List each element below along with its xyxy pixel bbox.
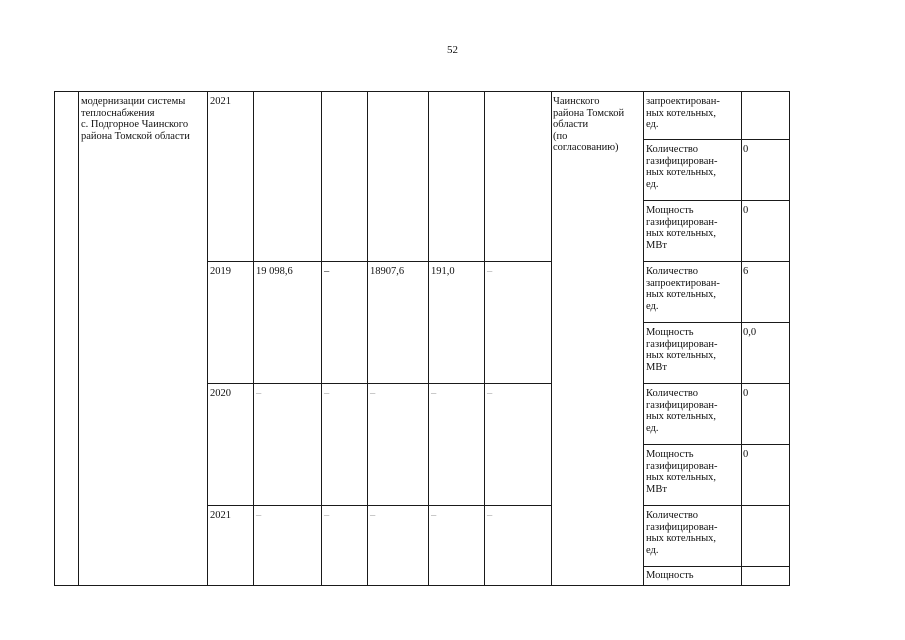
amount-other: – <box>487 388 493 399</box>
amount-other: – <box>487 510 493 521</box>
col-border <box>789 91 790 586</box>
year-cell: 2021 <box>210 96 231 107</box>
year-cell: 2020 <box>210 388 231 399</box>
indicator-separator <box>643 261 790 262</box>
table-top-border <box>54 91 790 92</box>
indicator-label: Количество запроектирован- ных котельных, ед. <box>646 266 720 312</box>
indicator-value: 0 <box>743 144 749 155</box>
col-border <box>367 91 368 586</box>
amount-local: – <box>431 510 437 521</box>
indicator-label: Количество газифицирован- ных котельных, ед. <box>646 510 718 556</box>
indicator-value: 0 <box>743 449 749 460</box>
indicator-label: Мощность газифицирован- ных котельных, МВт <box>646 449 718 495</box>
amount-total: 19 098,6 <box>256 266 293 277</box>
indicator-separator <box>643 383 790 384</box>
indicator-label: Мощность газифицирован- ных котельных, МВт <box>646 327 718 373</box>
indicator-separator <box>643 566 790 567</box>
project-name: модернизации системы теплоснабжения с. Подгорное Чаинского района Томской области <box>81 96 190 142</box>
amount-regional: – <box>370 510 376 521</box>
amount-federal: – <box>324 510 330 521</box>
amount-total: – <box>256 510 262 521</box>
row-separator <box>207 383 551 384</box>
col-border <box>428 91 429 586</box>
amount-other: – <box>487 266 493 277</box>
indicator-label: запроектирован- ных котельных, ед. <box>646 96 720 131</box>
indicator-value: 0,0 <box>743 327 757 338</box>
col-border <box>551 91 552 586</box>
year-cell: 2019 <box>210 266 231 277</box>
amount-federal: – <box>324 388 330 399</box>
row-separator <box>207 261 551 262</box>
indicator-label: Количество газифицирован- ных котельных, ед. <box>646 144 718 190</box>
amount-total: – <box>256 388 262 399</box>
indicator-separator <box>643 444 790 445</box>
indicator-separator <box>643 505 790 506</box>
col-border <box>741 91 742 586</box>
indicator-label: Количество газифицирован- ных котельных, ед. <box>646 388 718 434</box>
indicator-value: 6 <box>743 266 749 277</box>
table-bottom-border <box>54 585 790 586</box>
col-border <box>207 91 208 586</box>
indicator-label: Мощность <box>646 570 694 581</box>
indicator-value: 0 <box>743 388 749 399</box>
col-border <box>253 91 254 586</box>
indicator-value: 0 <box>743 205 749 216</box>
indicator-separator <box>643 200 790 201</box>
amount-regional: 18907,6 <box>370 266 405 277</box>
executor: Чаинского района Томской области (по согласованию) <box>553 96 625 154</box>
col-border <box>484 91 485 586</box>
amount-local: 191,0 <box>431 266 455 277</box>
indicator-separator <box>643 139 790 140</box>
col-border <box>78 91 79 586</box>
year-cell: 2021 <box>210 510 231 521</box>
row-separator <box>207 505 551 506</box>
amount-federal: – <box>324 266 330 277</box>
amount-local: – <box>431 388 437 399</box>
page-number: 52 <box>447 44 458 56</box>
col-border <box>643 91 644 586</box>
col-border <box>321 91 322 586</box>
indicator-separator <box>643 322 790 323</box>
amount-regional: – <box>370 388 376 399</box>
col-border <box>54 91 55 586</box>
indicator-label: Мощность газифицирован- ных котельных, МВт <box>646 205 718 251</box>
